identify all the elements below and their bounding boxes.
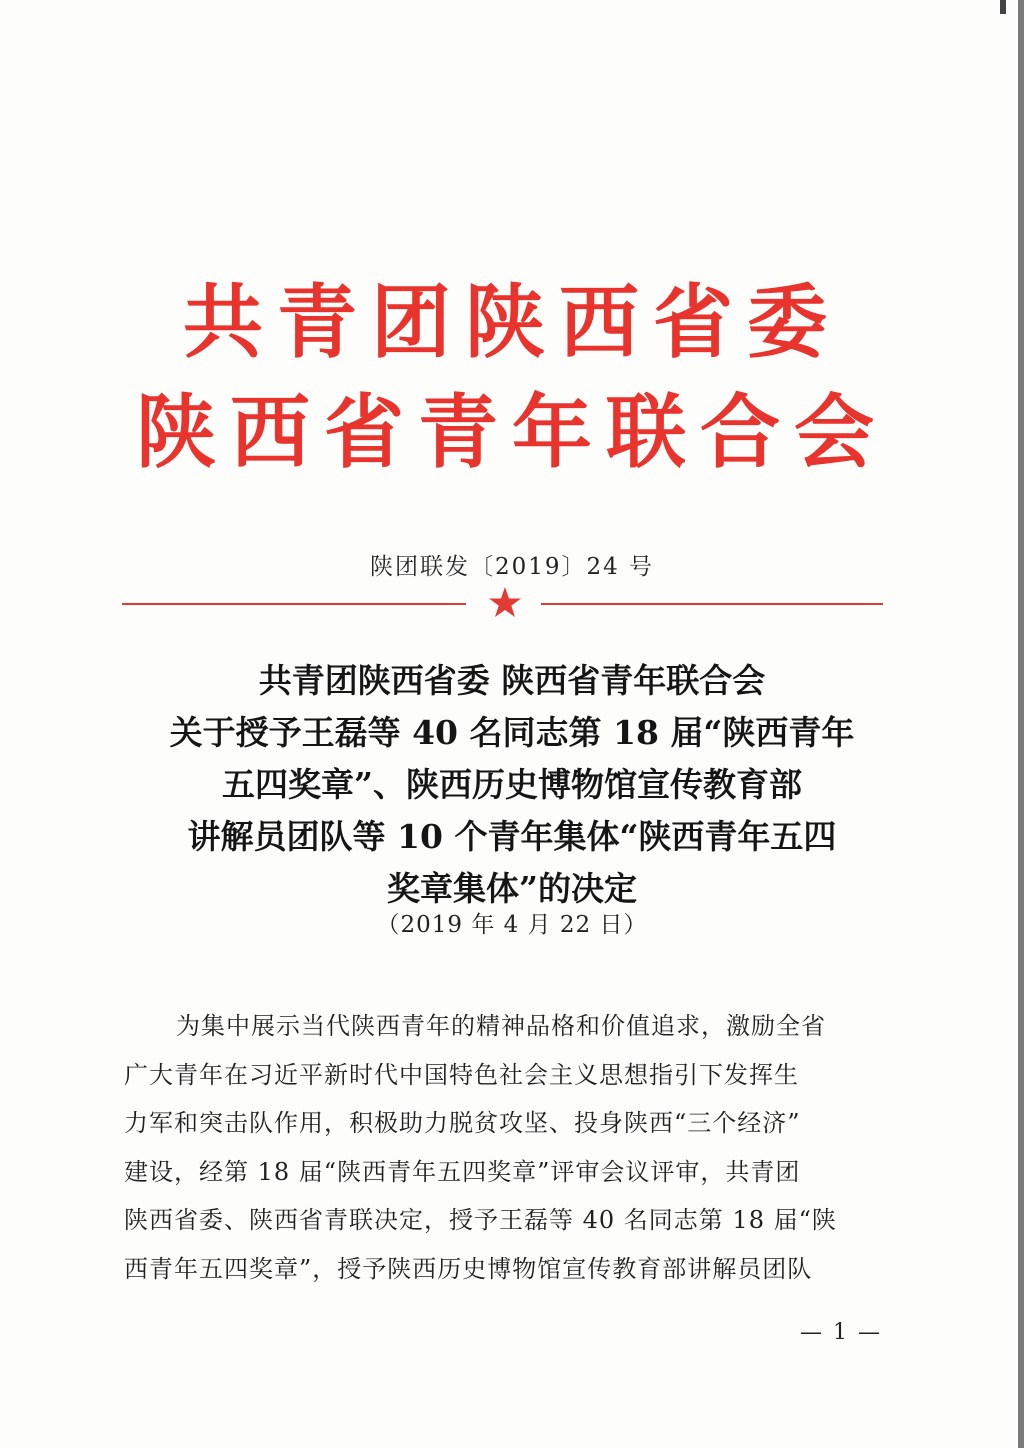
body-line: 西青年五四奖章”，授予陕西历史博物馆宣传教育部讲解员团队 [124,1254,813,1283]
scan-edge [1018,0,1024,1448]
title-line: 共青团陕西省委 陕西省青年联合会 [258,661,766,700]
title-line: 关于授予王磊等 40 名同志第 18 届“陕西青年 [169,713,855,752]
document-date: （2019 年 4 月 22 日） [376,912,648,938]
divider-right [541,603,883,605]
scan-mark [1000,0,1006,14]
title-line: 奖章集体”的决定 [387,869,637,908]
title-line: 讲解员团队等 10 个青年集体“陕西青年五四 [187,817,837,856]
body-line: 陕西省委、陕西省青联决定，授予王磊等 40 名同志第 18 届“陕 [124,1206,837,1234]
body-line: 为集中展示当代陕西青年的精神品格和价值追求，激励全省 [176,1012,826,1040]
document-number: 陕团联发〔2019〕24 号 [369,554,655,580]
document-title [100,655,924,915]
body-line: 广大青年在习近平新时代中国特色社会主义思想指引下发挥生 [124,1060,799,1089]
divider-left [122,603,466,605]
body-line: 建设，经第 18 届“陕西青年五四奖章”评审会议评审，共青团 [124,1157,801,1186]
header-issuer-2: 陕西省青年联合会 [136,386,888,479]
title-line: 五四奖章”、陕西历史博物馆宣传教育部 [222,765,802,804]
page-number: — 1 — [800,1320,882,1345]
red-star-icon [488,586,522,620]
body-paragraph [124,1002,894,1293]
body-line: 力军和突击队作用，积极助力脱贫攻坚、投身陕西“三个经济” [124,1109,801,1137]
header-issuer-1: 共青团陕西省委 [183,276,841,369]
